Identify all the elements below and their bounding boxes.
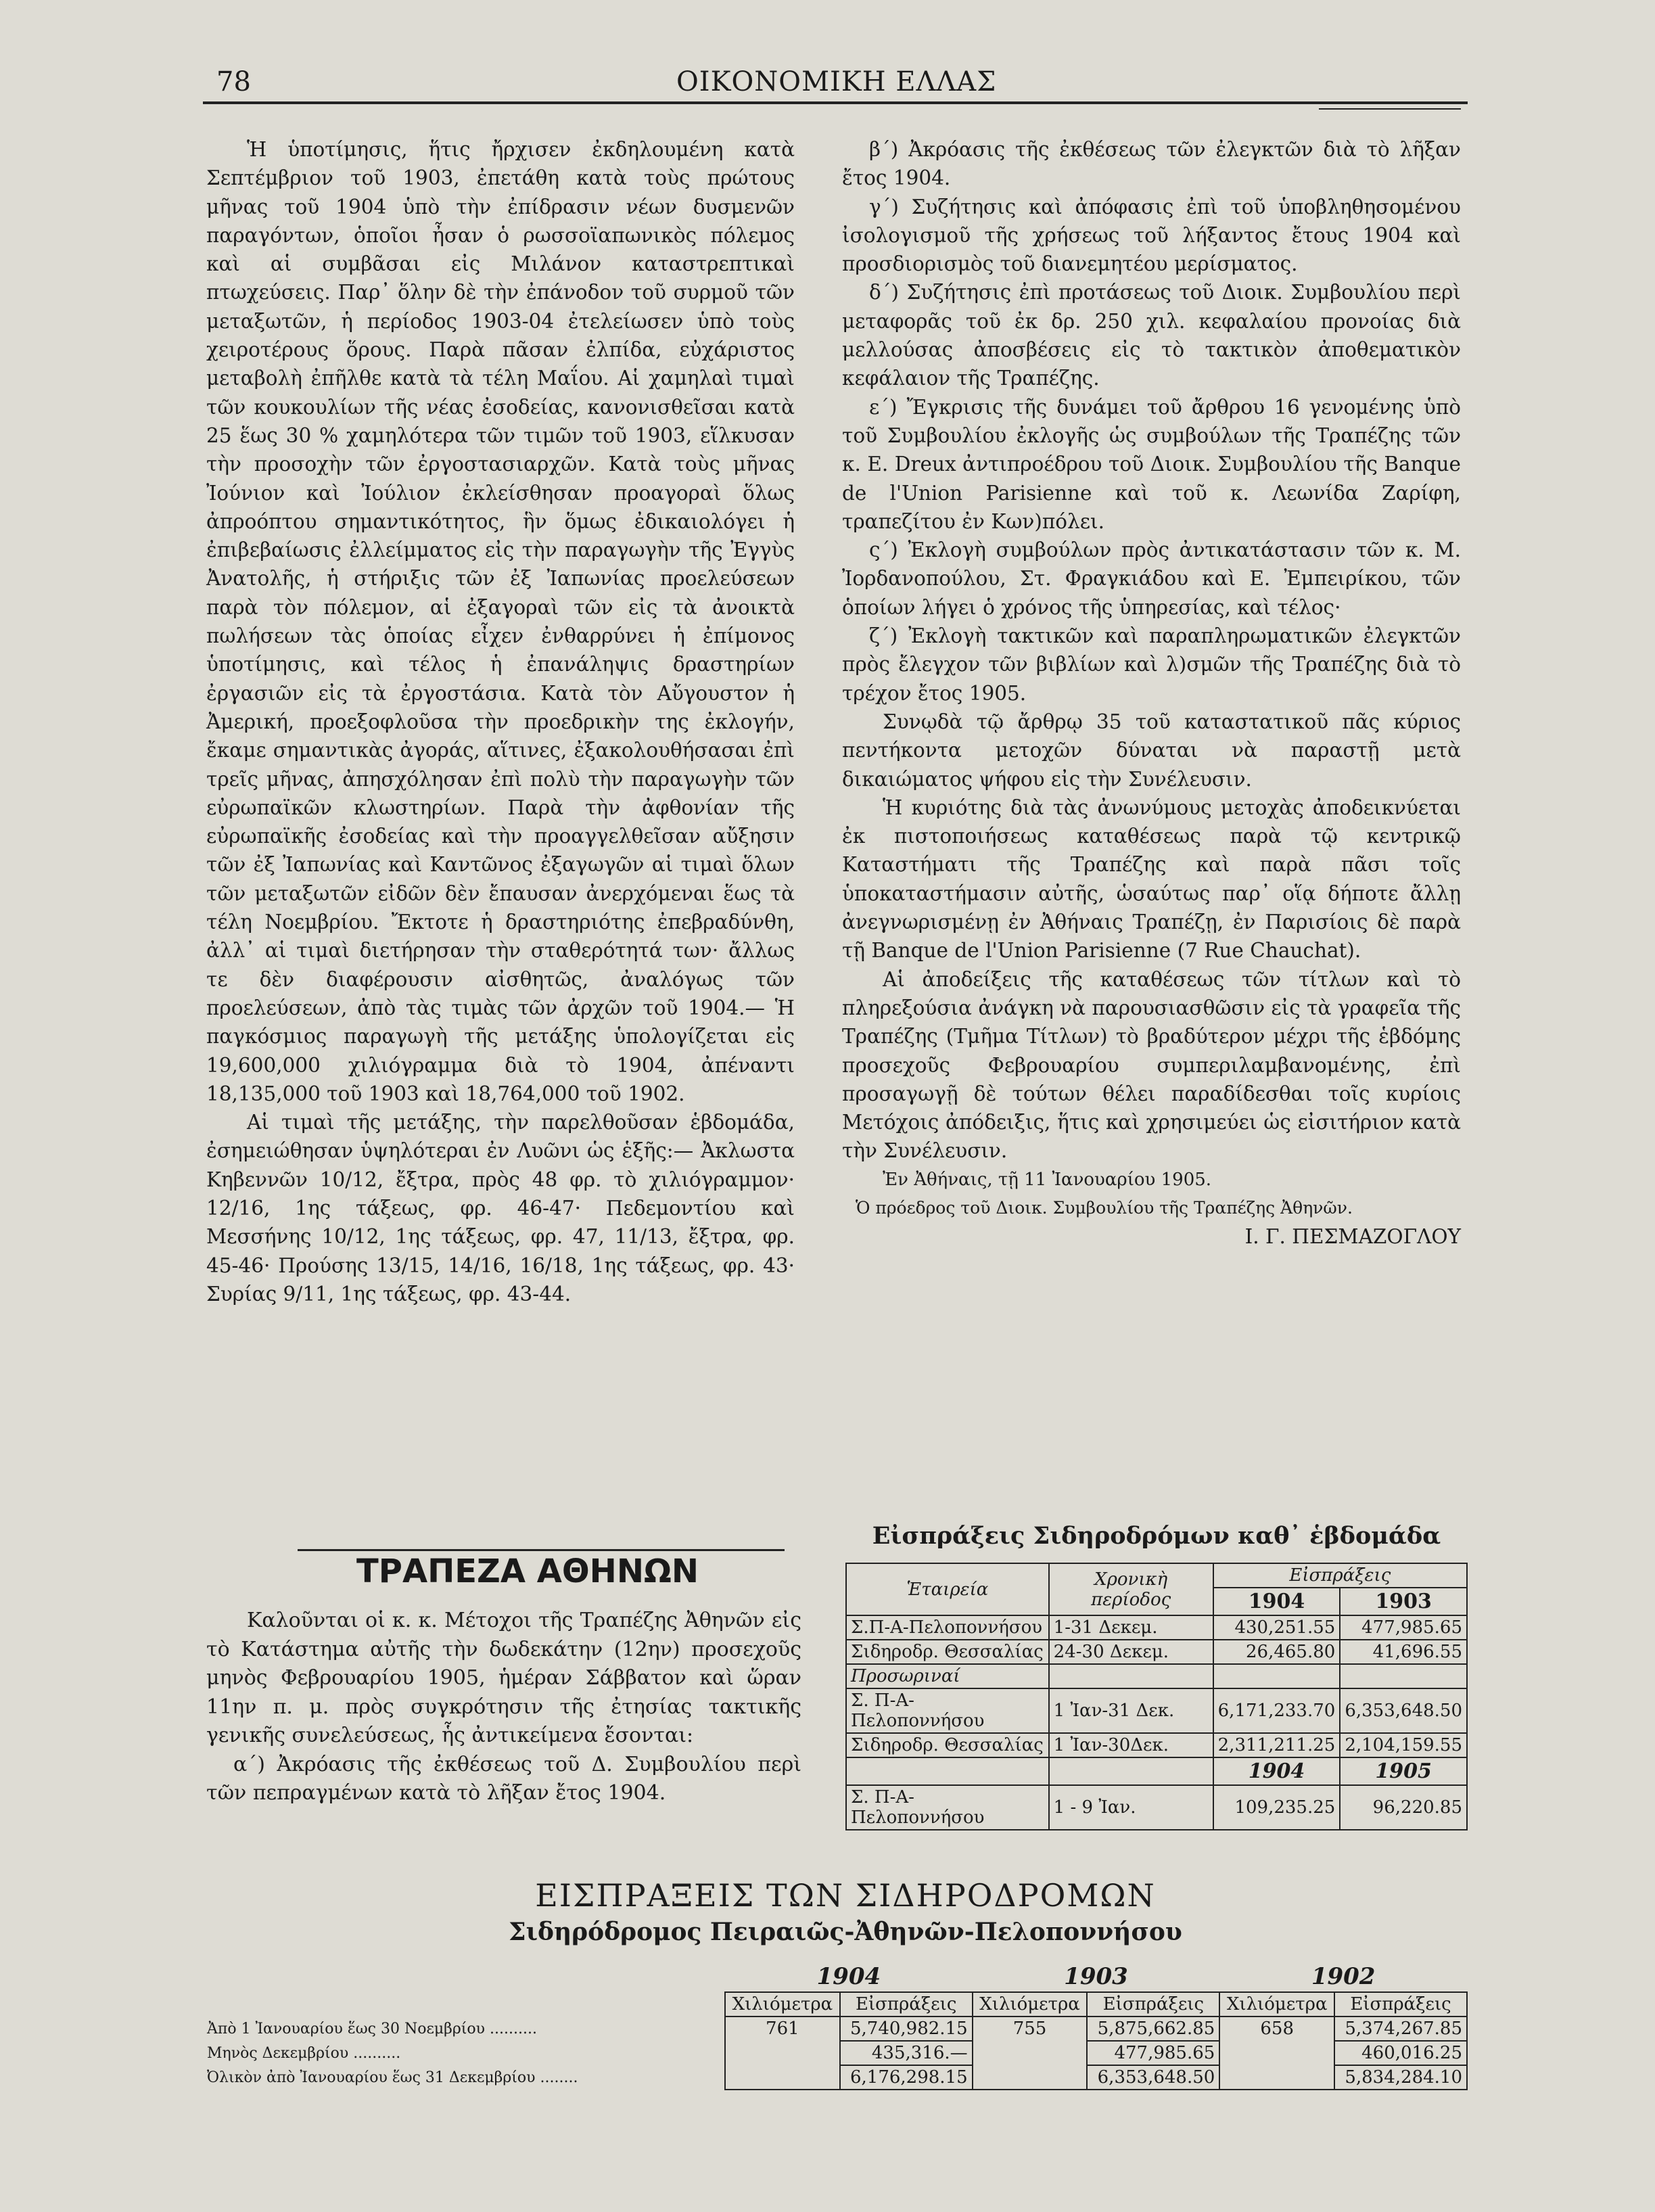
weekly-receipts-table <box>845 1563 1468 1830</box>
page-number: 78 <box>216 66 251 97</box>
agenda-item-e: ε´) Ἔγκρισις τῆς δυνάμει τοῦ ἄρθρου 16 γενομένης ὑπὸ τοῦ Συμβουλίου ἐκλογῆς ὡς συμβούλων τῆς Τραπέζης τῶν κ. Ε. Dreux ἀντιπροέδρου τοῦ Διοικ. Συμβουλίου τῆς Banque de l'Union Parisienne καὶ τοῦ κ. Λεωνίδα Ζαρίφη, τραπεζίτου ἐν Κων)πόλει. <box>842 395 1461 533</box>
col-receipts: Εἰσπράξεις <box>1213 1563 1467 1588</box>
col-km: Χιλιόμετρα <box>725 1992 840 2017</box>
agenda-item-g: ζ´) Ἐκλογὴ τακτικῶν καὶ παραπληρωματικῶν ἐλεγκτῶν πρὸς ἔλεγχον τῶν βιβλίων καὶ λ)σμῶν τῆς Τραπέζης διὰ τὸ τρέχον ἔτος 1905. <box>842 624 1461 705</box>
railway-title: ΕΙΣΠΡΑΞΕΙΣ ΤΩΝ ΣΙΔΗΡΟΔΡΟΜΩΝ <box>535 1877 1156 1914</box>
ownership-paragraph: Ἡ κυριότης διὰ τὰς ἀνωνύμους μετοχὰς ἀποδεικνύεται ἐκ πιστοποιήσεως καταθέσεως παρὰ τῷ κεντρικῷ Καταστήματι τῆς Τραπέζης καὶ παρὰ πᾶσι τοῖς ὑποκαταστήμασιν αὐτῆς, ὡσαύτως παρ᾽ οἵᾳ δήποτε ἄλλῃ ἀνεγνωρισμένῃ ἐν Ἀθήναις Τραπέζῃ, ἐν Παρισίοις δὲ παρὰ τῇ Banque de l'Union Parisienne (7 Rue Chauchat). <box>842 796 1461 963</box>
agenda-item-b: β´) Ἀκρόασις τῆς ἐκθέσεως τῶν ἐλεγκτῶν διὰ τὸ λῆξαν ἔτος 1904. <box>842 138 1461 190</box>
period-cell: 24-30 Δεκεμ. <box>1049 1640 1213 1664</box>
period-cell: 1 - 9 Ἰαν. <box>1049 1785 1213 1830</box>
value-cell: 5,834,284.10 <box>1334 2065 1467 2090</box>
year-header: 1905 <box>1340 1757 1467 1785</box>
value-cell: 5,875,662.85 <box>1087 2017 1219 2041</box>
year-header: 1903 <box>1340 1588 1467 1615</box>
km-cell: 755 <box>973 2017 1088 2090</box>
running-title: ΟΙΚΟΝΟΜΙΚΗ ΕΛΛΑΣ <box>676 66 997 97</box>
silk-paragraph-2: Αἱ τιμαὶ τῆς μετάξης, τὴν παρελθοῦσαν ἑβδομάδα, ἐσημειώθησαν ὑψηλότεραι ἐν Λυῶνι ὡς ἑξῆς:— Ἀκλωστα Κηβεννῶν 10/12, ἔξτρα, πρὸς 48 φρ. τὸ χιλιόγραμμον· 12/16, 1ης τάξεως, φρ. 46-47· Πεδεμοντίου καὶ Μεσσήνης 10/12, 1ης τάξεως, φρ. 47, 11/13, ἔξτρα, φρ. 45-46· Προύσης 13/15, 14/16, 16/18, 1ης τάξεως, φρ. 43· Συρίας 9/11, 1ης τάξεως, φρ. 43-44. <box>206 1111 795 1306</box>
col-km: Χιλιόμετρα <box>973 1992 1088 2017</box>
header-rule-short <box>1319 108 1461 110</box>
agenda-item-d: δ´) Συζήτησις ἐπὶ προτάσεως τοῦ Διοικ. Συμβουλίου περὶ μεταφορᾶς τοῦ ἐκ δρ. 250 χιλ. κεφαλαίου προνοίας διὰ μελλούσας ἀποσβέσεις εἰς τὸ τακτικὸν ἀποθεματικὸν κεφάλαιον τῆς Τραπέζης. <box>842 281 1461 390</box>
table-row <box>846 1615 1467 1640</box>
bank-title: ΤΡΑΠΕΖΑ ΑΘΗΝΩΝ <box>356 1552 699 1590</box>
silk-paragraph-1: Ἡ ὑποτίμησις, ἥτις ἤρχισεν ἐκδηλουμένη κατὰ Σεπτέμβριον τοῦ 1903, ἐπετάθη κατὰ τοὺς πρώτους μῆνας τοῦ 1904 ὑπὸ τὴν ἐπίδρασιν νέων δυσμενῶν παραγόντων, ὁποῖοι ἦσαν ὁ ρωσσοϊαπωνικὸς πόλεμος καὶ αἱ συμβᾶσαι εἰς Μιλάνον καταστρεπτικαὶ πτωχεύσεις. Παρ᾽ ὅλην δὲ τὴν ἐπάνοδον τοῦ συρμοῦ τῶν μεταξωτῶν, ἡ περίοδος 1903-04 ἐτελείωσεν ὑπὸ τοὺς χειροτέρους ὅρους. Παρὰ πᾶσαν ἐλπίδα, εὐχάριστος μεταβολὴ ἐπῆλθε κατὰ τὰ τέλη Μαΐου. Αἱ χαμηλαὶ τιμαὶ τῶν κουκουλίων τῆς νέας ἐσοδείας, κανονισθεῖσαι κατὰ 25 ἕως 30 % χαμηλότερα τῶν τιμῶν τοῦ 1903, εἵλκυσαν τὴν προσοχὴν τῶν ἐργοστασιαρχῶν. Κατὰ τοὺς μῆνας Ἰούνιον καὶ Ἰούλιον ἐκλείσθησαν προαγοραὶ ὅλως ἀπροόπτου σημαντικότητος, ἣν ὅμως ἐδικαιολόγει ἡ ἐπιβεβαίωσις ἐλλείμματος εἰς τὴν παραγωγὴν τῆς Ἐγγὺς Ἀνατολῆς, ἡ στήριξις τῶν ἐξ Ἰαπωνίας προελεύσεων παρὰ τὸν πόλεμον, αἱ ἐξαγοραὶ τῶν εἰς τὰ ἀνοικτὰ πωλήσεων τὰς ὁποίας εἶχεν ἐνθαρρύνει ἡ ἐπίμονος ὑποτίμησις, καὶ τέλος ἡ ἐπανάληψις δραστηρίων ἐργασιῶν εἰς τὰ ἐργοστάσια. Κατὰ τὸν Αὔγουστον ἡ Ἀμερική, προεξοφλοῦσα τὴν προεδρικὴν της ἐκλογήν, ἔκαμε σημαντικὰς ἀγοράς, αἵτινες, ἐξακολουθήσασαι ἐπὶ τρεῖς μῆνας, ἀπησχόλησαν ἐπὶ πολὺ τὴν παραγωγὴν τῶν εὐρωπαϊκῶν κλωστηρίων. Παρὰ τὴν ἀφθονίαν τῆς εὐρωπαϊκῆς ἐσοδείας καὶ τὴν προαγγελθεῖσαν αὔξησιν τῶν ἐξ Ἰαπωνίας καὶ Καντῶνος ἐξαγωγῶν αἱ τιμαὶ ὅλων τῶν μεταξωτῶν εἰδῶν δὲν ἔπαυσαν ἀνερχόμεναι ἕως τὰ τέλη Νοεμβρίου. Ἔκτοτε ἡ δραστηριότης ἐπεβραδύνθη, ἀλλ᾽ αἱ τιμαὶ διετήρησαν τὴν σταθερότητά των· ἄλλως τε δὲν διαφέρουσιν αἰσθητῶς, ἀναλόγως τῶν προελεύσεων, ἀπὸ τὰς τιμὰς τῶν ἀρχῶν τοῦ 1904.— Ἡ παγκόσμιος παραγωγὴ τῆς μετάξης ὑπολογίζεται εἰς 19,600,000 χιλιόγραμμα διὰ τὸ 1904, ἀπέναντι 18,135,000 τοῦ 1903 καὶ 18,764,000 τοῦ 1902. <box>206 138 795 1105</box>
period-cell: 1-31 Δεκεμ. <box>1049 1615 1213 1640</box>
value-cell: 5,374,267.85 <box>1334 2017 1467 2041</box>
railway-subtitle: Σιδηρόδρομος Πειραιῶς-Ἀθηνῶν-Πελοποννήσου <box>509 1918 1182 1946</box>
company-cell: Σ. Π-Α-Πελοποννήσου <box>846 1785 1049 1830</box>
provisional-label: Προσωριναί <box>846 1664 1049 1688</box>
year-header: 1904 <box>1213 1588 1341 1615</box>
company-cell: Σ.Π-Α-Πελοποννήσου <box>846 1615 1049 1640</box>
value-cell: 6,353,648.50 <box>1087 2065 1219 2090</box>
table-row <box>846 1785 1467 1830</box>
row-label: Μηνὸς Δεκεμβρίου .......... <box>207 2044 401 2062</box>
value-cell: 2,104,159.55 <box>1340 1733 1467 1757</box>
km-cell: 761 <box>725 2017 840 2090</box>
value-cell: 460,016.25 <box>1334 2041 1467 2065</box>
table-row <box>846 1757 1467 1785</box>
table-row <box>846 1733 1467 1757</box>
value-cell: 477,985.65 <box>1087 2041 1219 2065</box>
km-cell: 658 <box>1219 2017 1334 2090</box>
table-row <box>846 1664 1467 1688</box>
year-header: 1903 <box>973 1962 1220 1992</box>
value-cell: 2,311,211.25 <box>1213 1733 1341 1757</box>
date-line: Ἐν Ἀθήναις, τῇ 11 Ἰανουαρίου 1905. <box>883 1169 1212 1190</box>
left-column <box>206 135 795 1308</box>
signature-name: Ι. Γ. ΠΕΣΜΑΖΟΓΛΟΥ <box>1244 1225 1461 1249</box>
col-company: Ἑταιρεία <box>846 1563 1049 1615</box>
col-km: Χιλιόμετρα <box>1219 1992 1334 2017</box>
bank-notice-text: Καλοῦνται οἱ κ. κ. Μέτοχοι τῆς Τραπέζης Ἀθηνῶν εἰς τὸ Κατάστημα αὐτῆς τὴν δωδεκάτην (12ην) προσεχοῦς μηνὸς Φεβρουαρίου 1905, ἡμέραν Σάββατον καὶ ὥραν 11ην π. μ. πρὸς συγκρότησιν τῆς ἐτησίας τακτικῆς γενικῆς συνελεύσεως, ἧς ἀντικείμενα ἔσονται: <box>206 1609 801 1747</box>
col-receipts: Εἰσπράξεις <box>1087 1992 1219 2017</box>
year-header: 1904 <box>1213 1757 1341 1785</box>
value-cell: 109,235.25 <box>1213 1785 1341 1830</box>
value-cell: 6,353,648.50 <box>1340 1688 1467 1733</box>
year-header: 1904 <box>725 1962 973 1992</box>
value-cell: 6,176,298.15 <box>840 2065 973 2090</box>
value-cell: 477,985.65 <box>1340 1615 1467 1640</box>
voting-paragraph: Συνῳδὰ τῷ ἄρθρῳ 35 τοῦ καταστατικοῦ πᾶς κύριος πεντήκοντα μετοχῶν δύναται νὰ παραστῇ μετὰ δικαιώματος ψήφου εἰς τὴν Συνέλευσιν. <box>842 710 1461 791</box>
agenda-item-c: γ´) Συζήτησις καὶ ἀπόφασις ἐπὶ τοῦ ὑποβληθησομένου ἰσολογισμοῦ τῆς χρήσεως τοῦ λήξαντος ἔτους 1904 καὶ προσδιορισμὸς τοῦ διανεμητέου μερίσματος. <box>842 195 1461 276</box>
period-cell: 1 Ἰαν-30Δεκ. <box>1049 1733 1213 1757</box>
railway-receipts-table <box>203 1962 1468 2090</box>
bank-notice <box>206 1607 801 1808</box>
weekly-receipts-heading: Εἰσπράξεις Σιδηροδρόμων καθ᾽ ἑβδομάδα <box>872 1522 1441 1550</box>
row-label: Ὀλικὸν ἀπὸ Ἰανουαρίου ἕως 31 Δεκεμβρίου ........ <box>207 2069 578 2086</box>
signature-role: Ὁ πρόεδρος τοῦ Διοικ. Συμβουλίου τῆς Τραπέζης Ἀθηνῶν. <box>856 1197 1353 1218</box>
col-receipts: Εἰσπράξεις <box>1334 1992 1467 2017</box>
value-cell: 430,251.55 <box>1213 1615 1341 1640</box>
agenda-item-a: α´) Ἀκρόασις τῆς ἐκθέσεως τοῦ Δ. Συμβουλίου περὶ τῶν πεπραγμένων κατὰ τὸ λῆξαν ἔτος 1904. <box>206 1752 801 1805</box>
table-row <box>203 2017 1467 2041</box>
page-header <box>203 62 1468 103</box>
row-label: Ἀπὸ 1 Ἰανουαρίου ἕως 30 Νοεμβρίου .......... <box>207 2020 537 2037</box>
value-cell: 26,465.80 <box>1213 1640 1341 1664</box>
table-row <box>846 1688 1467 1733</box>
value-cell: 5,740,982.15 <box>840 2017 973 2041</box>
value-cell: 6,171,233.70 <box>1213 1688 1341 1733</box>
table-row <box>846 1640 1467 1664</box>
company-cell: Σ. Π-Α-Πελοποννήσου <box>846 1688 1049 1733</box>
value-cell: 435,316.— <box>840 2041 973 2065</box>
company-cell: Σιδηροδρ. Θεσσαλίας <box>846 1733 1049 1757</box>
deposit-paragraph: Αἱ ἀποδείξεις τῆς καταθέσεως τῶν τίτλων καὶ τὸ πληρεξούσια ἀνάγκη νὰ παρουσιασθῶσιν εἰς τὰ γραφεῖα τῆς Τραπέζης (Τμῆμα Τίτλων) τὸ βραδύτερον μέχρι τῆς ἑβδόμης προσεχοῦς Φεβρουαρίου συμπεριλαμβανομένης, ἐπὶ προσαγωγῇ δὲ τούτων θέλει παραδίδεσθαι τοῖς κυρίοις Μετόχοις ἀπόδειξις, ἥτις καὶ χρησιμεύει ὡς εἰσιτήριον κατὰ τὴν Συνέλευσιν. <box>842 967 1461 1163</box>
period-cell: 1 Ἰαν-31 Δεκ. <box>1049 1688 1213 1733</box>
col-period: Χρονικὴ περίοδος <box>1049 1563 1213 1615</box>
value-cell: 96,220.85 <box>1340 1785 1467 1830</box>
value-cell: 41,696.55 <box>1340 1640 1467 1664</box>
col-receipts: Εἰσπράξεις <box>840 1992 973 2017</box>
right-column <box>842 135 1461 1251</box>
year-header: 1902 <box>1219 1962 1467 1992</box>
section-divider <box>298 1549 785 1551</box>
agenda-item-f: ς´) Ἐκλογὴ συμβούλων πρὸς ἀντικατάστασιν τῶν κ. Μ. Ἰορδανοπούλου, Στ. Φραγκιάδου καὶ Ε. Ἐμπειρίκου, τῶν ὁποίων λήγει ὁ χρόνος τῆς ὑπηρεσίας, καὶ τέλος· <box>842 538 1461 619</box>
header-rule <box>203 101 1468 104</box>
company-cell: Σιδηροδρ. Θεσσαλίας <box>846 1640 1049 1664</box>
